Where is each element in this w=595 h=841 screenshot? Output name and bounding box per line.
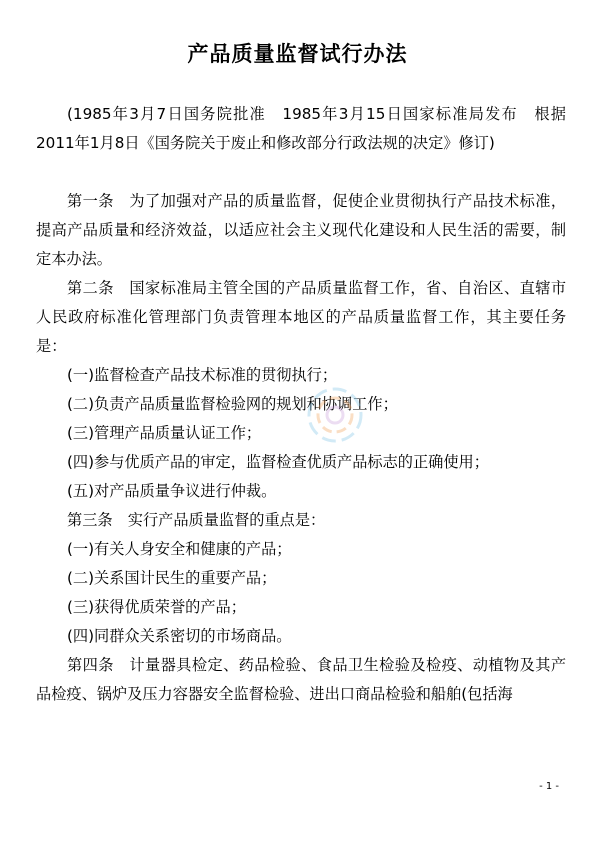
article-3-item-3: (三)获得优质荣誉的产品；: [67, 598, 246, 616]
article-1: 第一条 为了加强对产品的质量监督，促使企业贯彻执行产品技术标准，提高产品质量和经济效益，以适应社会主义现代化建设和人民生活的需要，制定本办法。: [36, 192, 566, 268]
article-2-item-4: (四)参与优质产品的审定，监督检查优质产品标志的正确使用；: [67, 453, 489, 471]
article-2-item-2: (二)负责产品质量监督检验网的规划和协调工作；: [67, 395, 398, 413]
watermark-stamp-icon: [300, 380, 370, 450]
article-3-item-4: (四)同群众关系密切的市场商品。: [67, 627, 292, 645]
spacer: [36, 158, 566, 187]
article-2-item-3: (三)管理产品质量认证工作；: [67, 424, 262, 442]
page-number: - 1 -: [539, 781, 559, 792]
article-2: 第二条 国家标准局主管全国的产品质量监督工作，省、自治区、直辖市人民政府标准化管理部门负责管理本地区的产品质量监督工作，其主要任务是：: [36, 279, 566, 355]
intro-paragraph: (1985年3月7日国务院批准 1985年3月15日国家标准局发布 根据2011年1月8日《国务院关于废止和修改部分行政法规的决定》修订): [36, 105, 566, 152]
article-3-item-1: (一)有关人身安全和健康的产品；: [67, 540, 292, 558]
article-2-item-5: (五)对产品质量争议进行仲裁。: [67, 482, 277, 500]
document-title: 产品质量监督试行办法: [187, 42, 408, 66]
article-2-item-1: (一)监督检查产品技术标准的贯彻执行；: [67, 366, 338, 384]
article-3: 第三条 实行产品质量监督的重点是：: [67, 511, 326, 529]
article-3-item-2: (二)关系国计民生的重要产品；: [67, 569, 277, 587]
article-4: 第四条 计量器具检定、药品检验、食品卫生检验及检疫、动植物及其产品检疫、锅炉及压力容器安全监督检验、进出口商品检验和船舶(包括海: [36, 656, 566, 703]
